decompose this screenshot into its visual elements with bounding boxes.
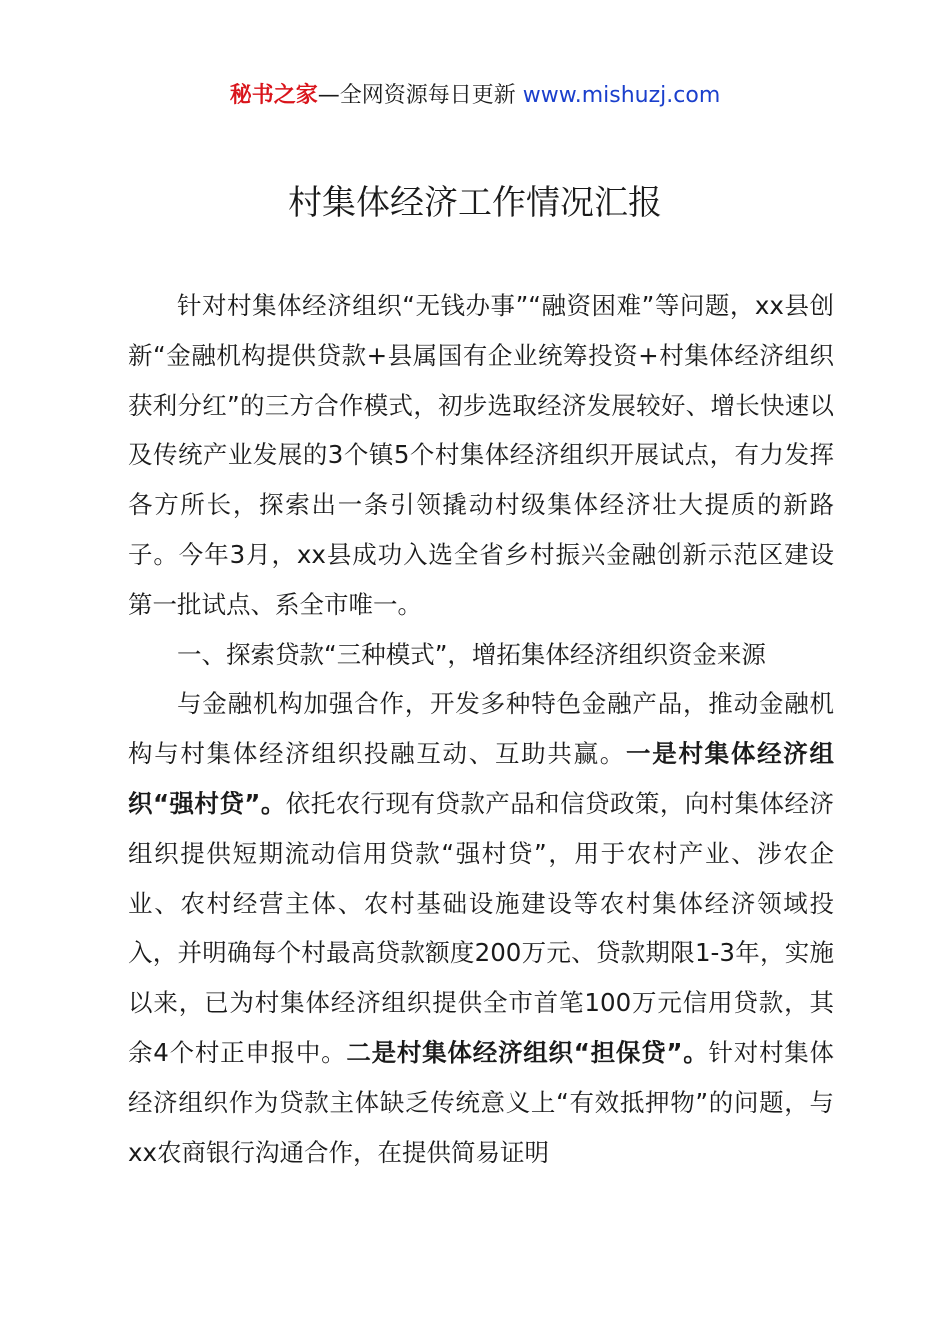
site-url-link[interactable]: www.mishuzj.com <box>515 83 721 108</box>
document-title: 村集体经济工作情况汇报 <box>288 183 662 223</box>
paragraph-text: 针对村集体经济组织作为贷款主体缺乏传统意义上“有效抵押物”的问题，与xx农商银行沟通合作，在提供简易证明 <box>128 1037 834 1167</box>
bold-point-1: 一是村集体经济组织“强村贷”。 <box>128 739 835 818</box>
section-heading-1: 一、探索贷款“三种模式”，增拓集体经济组织资金来源 <box>177 639 766 669</box>
bold-point-2: 二是村集体经济组织“担保贷”。 <box>346 1037 709 1067</box>
site-header <box>0 80 950 112</box>
paragraph-text: 与金融机构加强合作，开发多种特色金融产品，推动金融机构与村集体经济组织投融互动、互助共赢。 <box>128 689 834 769</box>
paragraph-text: 依托农行现有贷款产品和信贷政策，向村集体经济组织提供短期流动信用贷款“强村贷”，用于农村产业、涉农企业、农村经营主体、农村基础设施建设等农村集体经济领域投入，并明确每个村最高贷款额度200万元、贷款期限1-3年，实施以来，已为村集体经济组织提供全市首笔100万元信用贷款，其余4个村正申报中。 <box>128 788 834 1067</box>
site-brand: 秘书之家 <box>229 83 318 108</box>
section-1-paragraph <box>128 679 834 1177</box>
document-body <box>128 281 834 1177</box>
site-tagline: —全网资源每日更新 <box>317 83 516 108</box>
intro-paragraph: 针对村集体经济组织“无钱办事”“融资困难”等问题，xx县创新“金融机构提供贷款+县属国有企业统筹投资+村集体经济组织获利分红”的三方合作模式，初步选取经济发展较好、增长快速以及传统产业发展的3个镇5个村集体经济组织开展试点，有力发挥各方所长，探索出一条引领撬动村级集体经济壮大提质的新路子。今年3月，xx县成功入选全省乡村振兴金融创新示范区建设第一批试点、系全市唯一。 <box>128 291 834 619</box>
